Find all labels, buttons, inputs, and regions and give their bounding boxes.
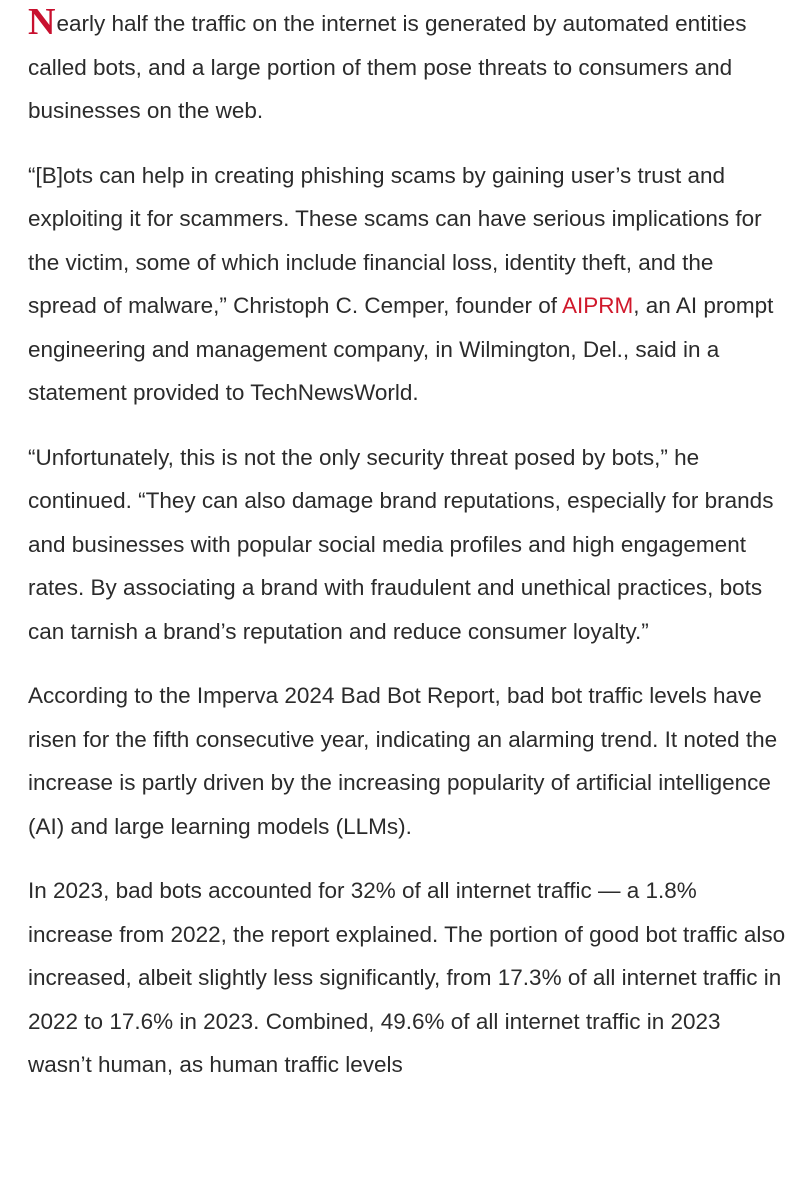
paragraph-intro <box>28 2 788 133</box>
drop-cap: N <box>28 1 56 43</box>
paragraph-imperva-report: According to the Imperva 2024 Bad Bot Report, bad bot traffic levels have risen for the fifth consecutive year, indicating an alarming trend. It noted the increase is partly driven by the increasing popularity of artificial intelligence (AI) and large learning models (LLMs). <box>28 683 778 839</box>
aiprm-link[interactable]: AIPRM <box>562 293 634 318</box>
paragraph-quote-cemper-before: “[B]ots can help in creating phishing scams by gaining user’s trust and exploiting it for scammers. These scams can have serious implications for the victim, some of which include financial loss, identity theft, and the spread of malware,” Christoph C. Cemper, founder of <box>28 162 762 318</box>
paragraph-brand-reputation: “Unfortunately, this is not the only security threat posed by bots,” he continued. “They can also damage brand reputations, especially for brands and businesses with popular social media profiles and high engagement rates. By associating a brand with fraudulent and unethical practices, bots can tarnish a brand’s reputation and reduce consumer loyalty.” <box>28 444 774 644</box>
paragraph-quote-cemper-after: , an AI prompt engineering and management company, in Wilmington, Del., said in a statement provided to TechNewsWorld. <box>28 293 774 405</box>
article-body <box>28 0 788 1108</box>
paragraph-intro-text: early half the traffic on the internet is generated by automated entities called bots, and a large portion of them pose threats to consumers and businesses on the web. <box>28 11 747 123</box>
paragraph-traffic-stats: In 2023, bad bots accounted for 32% of all internet traffic — a 1.8% increase from 2022, the report explained. The portion of good bot traffic also increased, albeit slightly less significantly, from 17.3% of all internet traffic in 2022 to 17.6% in 2023. Combined, 49.6% of all internet traffic in 2023 wasn’t human, as human traffic levels <box>28 878 786 1077</box>
paragraph-quote-cemper <box>28 154 788 415</box>
